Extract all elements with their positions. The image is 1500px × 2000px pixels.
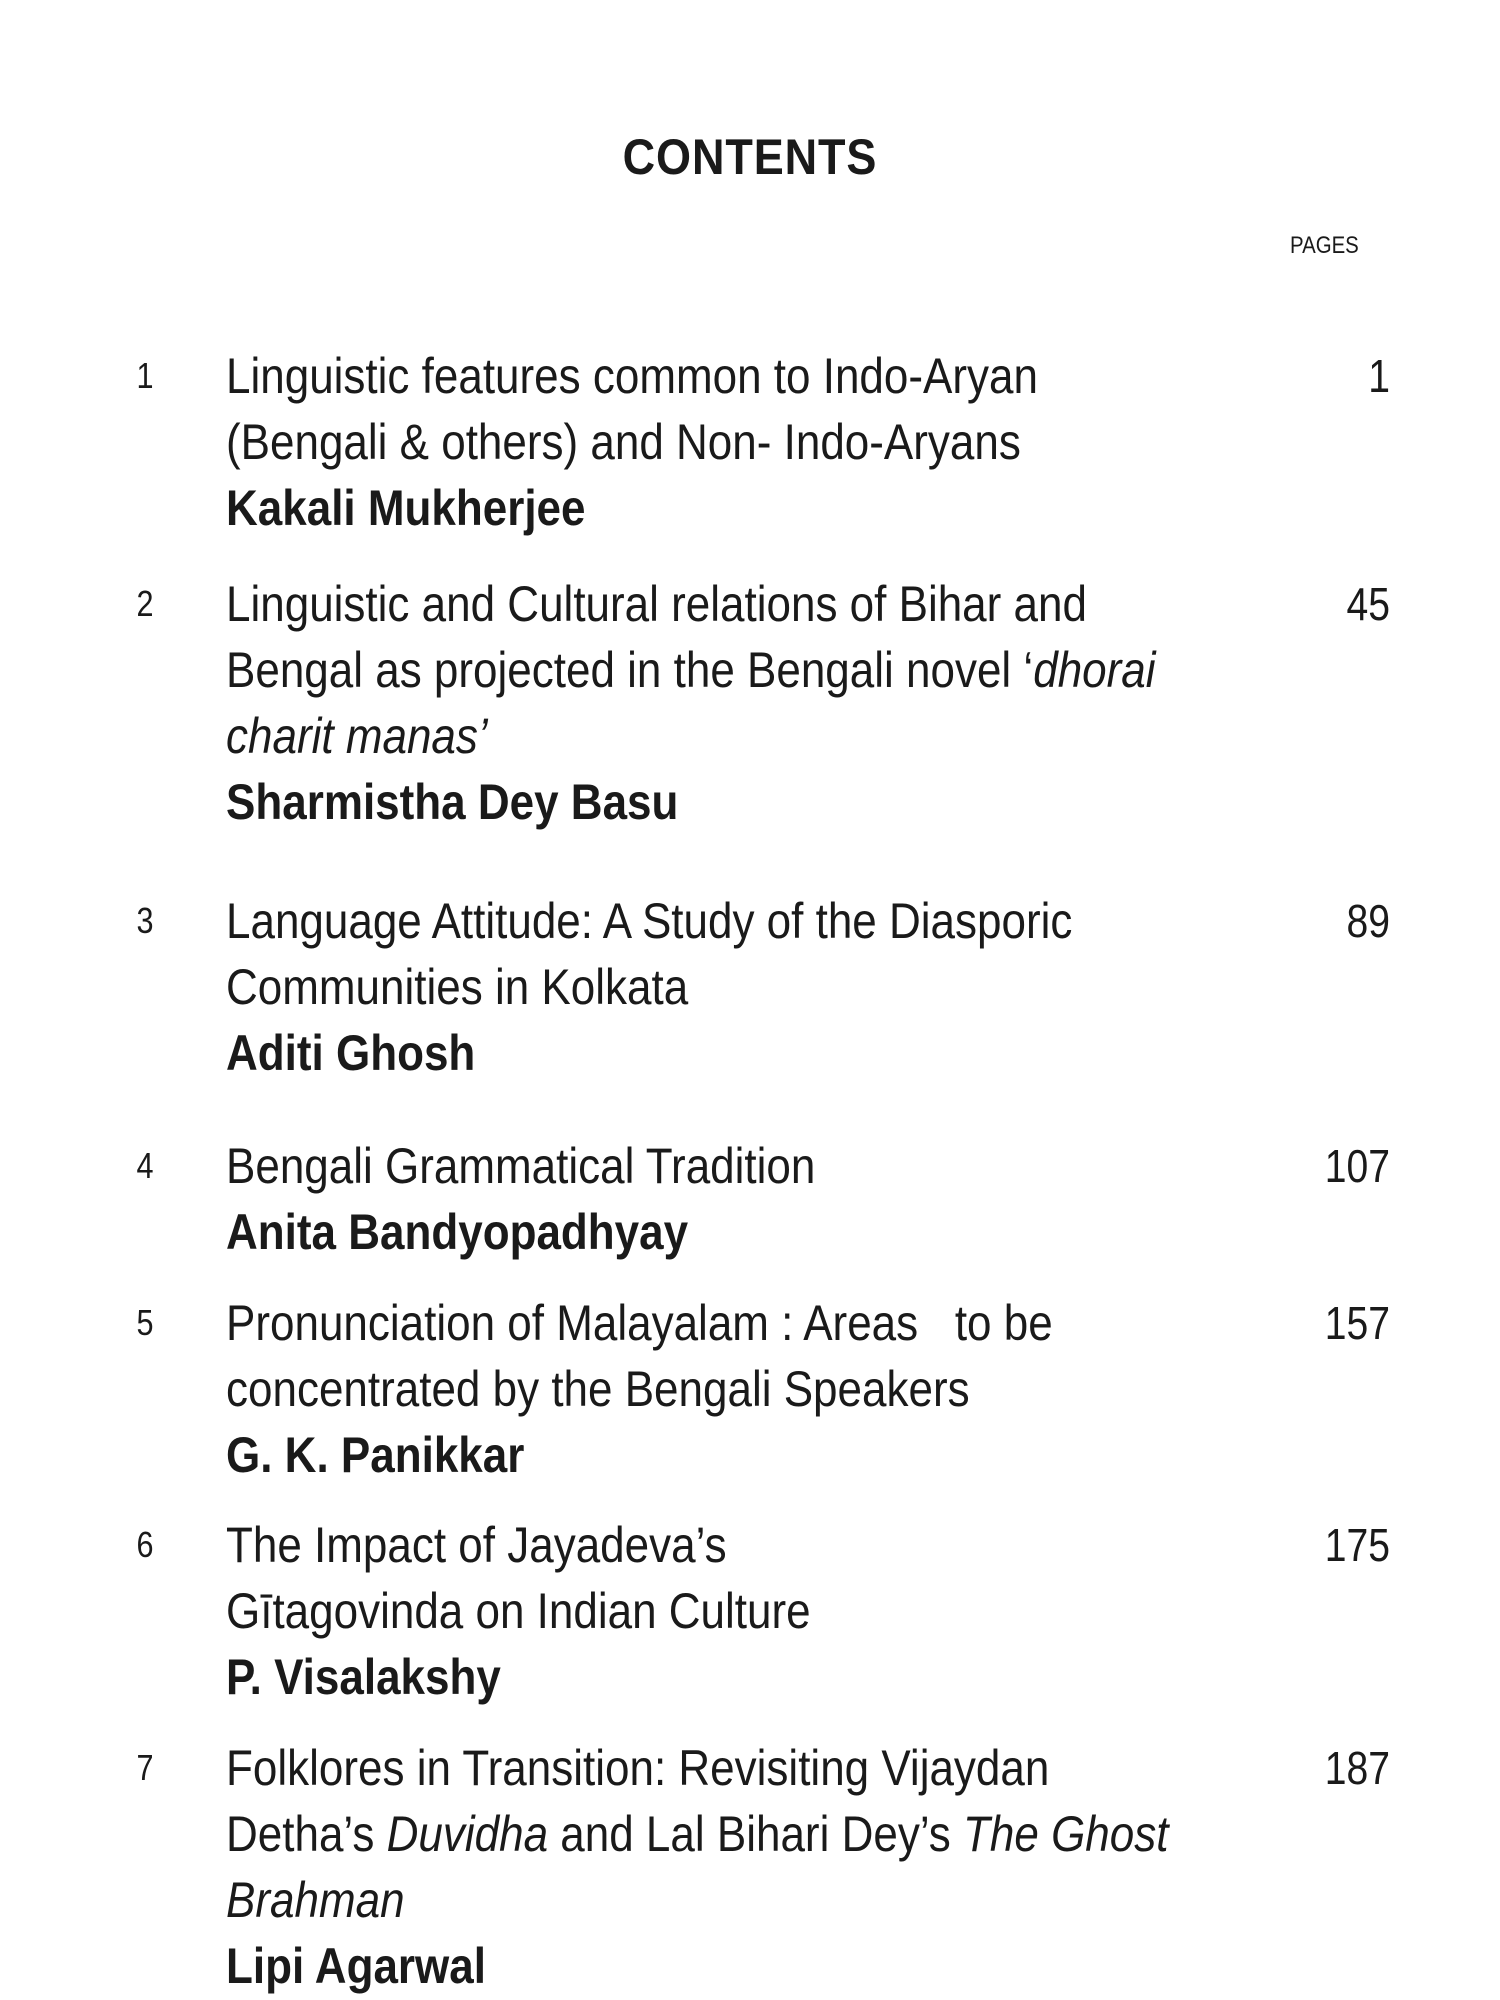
entry-author: Aditi Ghosh: [226, 1025, 476, 1081]
entry-author: Lipi Agarwal: [226, 1938, 486, 1994]
entry-body: [226, 343, 1286, 541]
entry-title-line: Folklores in Transition: Revisiting Vijaydan: [226, 1740, 1050, 1796]
entry-body: [226, 571, 1286, 835]
entry-number: 5: [136, 1302, 154, 1343]
entry-title-line: Brahman: [226, 1872, 405, 1928]
entry-title-line: charit manas’: [226, 708, 488, 764]
page-title: CONTENTS: [622, 129, 878, 185]
entry-page-number: 45: [1346, 578, 1390, 630]
entry-title-line: Communities in Kolkata: [226, 959, 689, 1015]
entry-body: [226, 1735, 1286, 1999]
entry-number: 6: [136, 1524, 154, 1565]
entry-page-number: 107: [1324, 1140, 1390, 1192]
entry-title-line: Gītagovinda on Indian Culture: [226, 1583, 811, 1639]
entry-body: [226, 1512, 1286, 1710]
entry-title-line: Bengali Grammatical Tradition: [226, 1138, 816, 1194]
entry-title-line: The Impact of Jayadeva’s: [226, 1517, 727, 1573]
entry-author: G. K. Panikkar: [226, 1427, 525, 1483]
entry-number: 1: [136, 355, 154, 396]
entry-title-line: Bengal as projected in the Bengali novel ‘dhorai: [226, 642, 1156, 698]
entry-number: 3: [136, 900, 154, 941]
entry-page-number: 187: [1324, 1742, 1390, 1794]
entry-body: [226, 1290, 1286, 1488]
entry-title-line: Detha’s Duvidha and Lal Bihari Dey’s The Ghost: [226, 1806, 1169, 1862]
entry-page-number: 157: [1324, 1297, 1390, 1349]
entry-page-number: 89: [1346, 895, 1390, 947]
entry-number: 7: [136, 1747, 154, 1788]
entry-body: [226, 888, 1286, 1086]
entry-title-line: (Bengali & others) and Non- Indo-Aryans: [226, 414, 1021, 470]
entry-author: Kakali Mukherjee: [226, 480, 586, 536]
entry-title-line: Pronunciation of Malayalam : Areas to be: [226, 1295, 1053, 1351]
entry-author: P. Visalakshy: [226, 1649, 501, 1705]
entry-title-line: Language Attitude: A Study of the Diasporic: [226, 893, 1073, 949]
entry-page-number: 175: [1324, 1519, 1390, 1571]
entry-number: 4: [136, 1145, 154, 1186]
entry-author: Sharmistha Dey Basu: [226, 774, 679, 830]
entry-body: [226, 1133, 1286, 1265]
entry-page-number: 1: [1368, 350, 1390, 402]
entry-number: 2: [136, 583, 154, 624]
entry-title-line: Linguistic and Cultural relations of Bihar and: [226, 576, 1087, 632]
entry-title-line: Linguistic features common to Indo-Aryan: [226, 348, 1038, 404]
pages-column-label: PAGES: [1290, 232, 1359, 259]
entry-title-line: concentrated by the Bengali Speakers: [226, 1361, 970, 1417]
entry-author: Anita Bandyopadhyay: [226, 1204, 689, 1260]
